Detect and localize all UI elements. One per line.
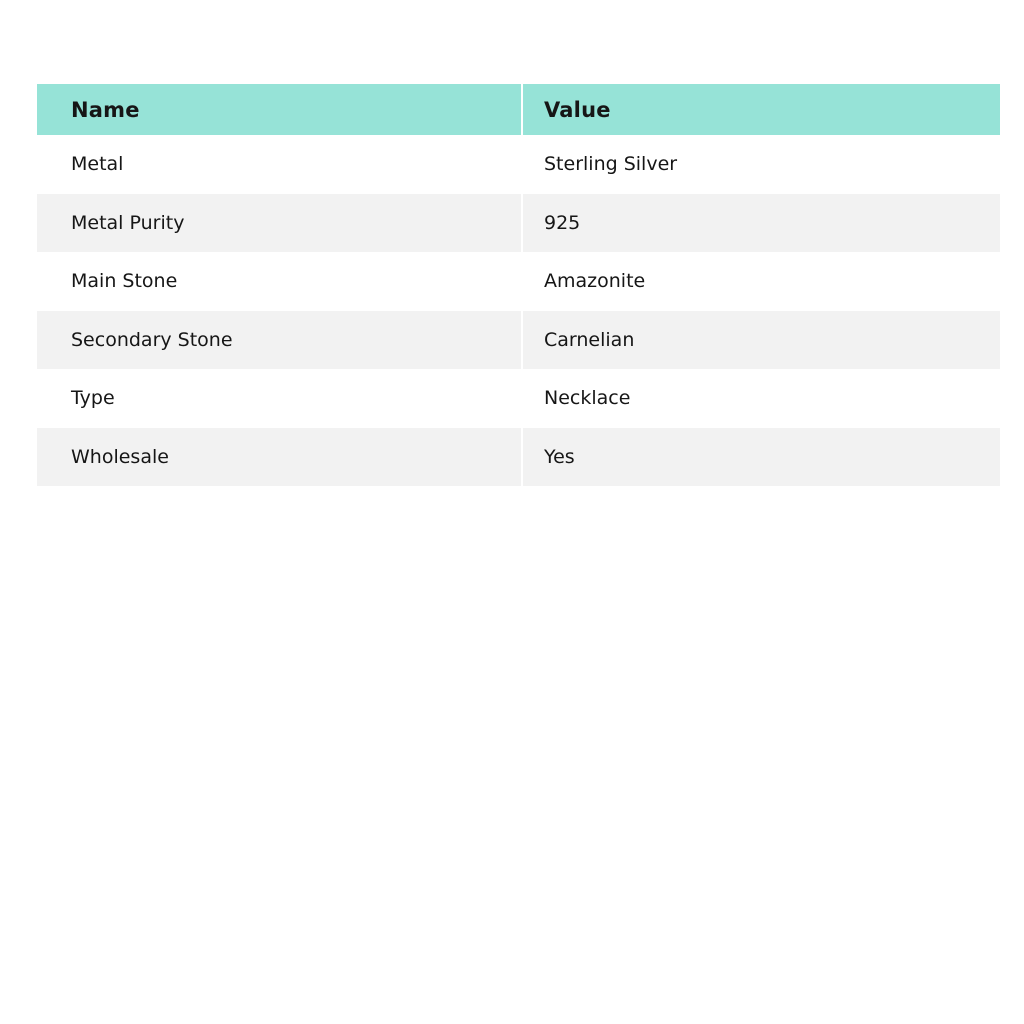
attribute-value-cell: Amazonite [523, 252, 1000, 311]
attribute-value-cell: Necklace [523, 369, 1000, 428]
attribute-value-cell: Yes [523, 428, 1000, 487]
attribute-name-cell: Metal [37, 135, 521, 194]
attributes-table [37, 84, 1000, 486]
column-header-name: Name [37, 84, 521, 135]
attribute-value-cell: Carnelian [523, 311, 1000, 370]
attribute-name-cell: Main Stone [37, 252, 521, 311]
attribute-value-cell: 925 [523, 194, 1000, 253]
table-row [37, 252, 1000, 311]
table-row [37, 311, 1000, 370]
attribute-value-cell: Sterling Silver [523, 135, 1000, 194]
table-row [37, 428, 1000, 487]
attribute-name-cell: Secondary Stone [37, 311, 521, 370]
column-header-value: Value [523, 84, 1000, 135]
table-row [37, 135, 1000, 194]
attribute-name-cell: Wholesale [37, 428, 521, 487]
table-header-row [37, 84, 1000, 135]
table-row [37, 369, 1000, 428]
table-row [37, 194, 1000, 253]
attribute-name-cell: Type [37, 369, 521, 428]
attribute-name-cell: Metal Purity [37, 194, 521, 253]
